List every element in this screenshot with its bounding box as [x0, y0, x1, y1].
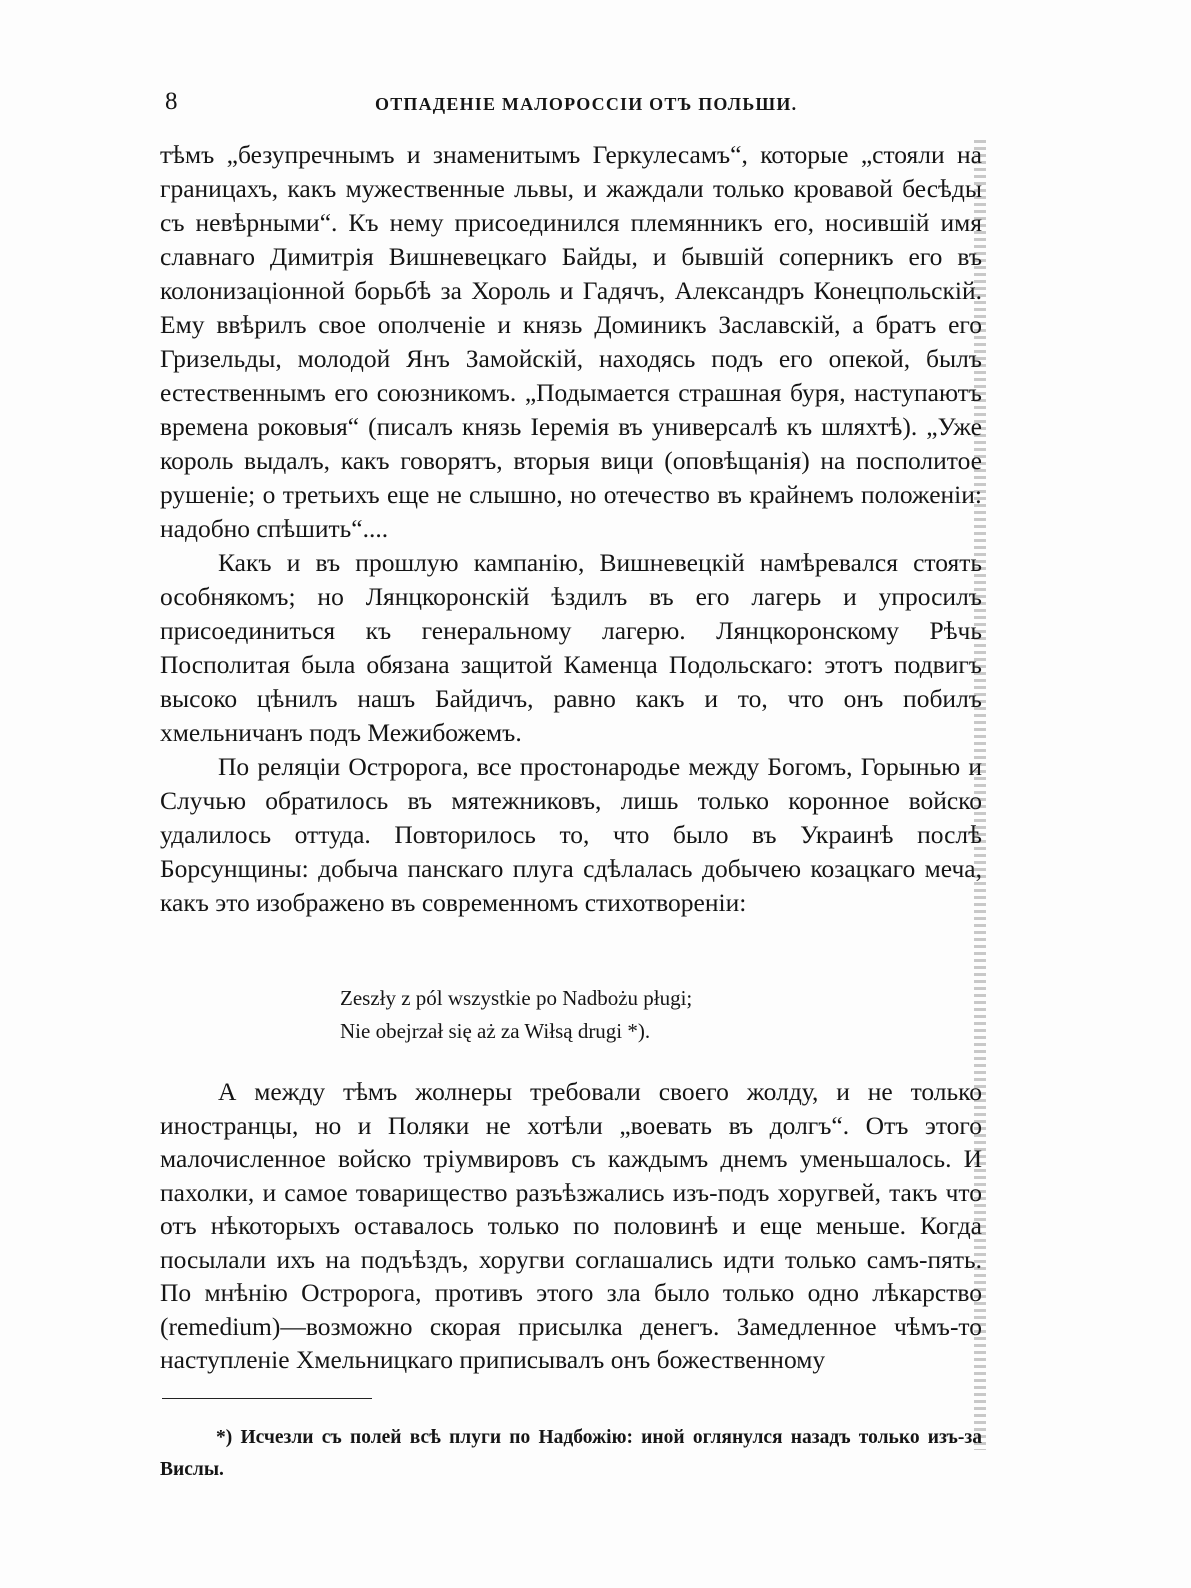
verse-line: Zeszły z pól wszystkie po Nadbożu pługi;: [340, 986, 693, 1010]
footnote-divider: [162, 1398, 372, 1399]
paragraph: тѣмъ „безупречнымъ и знаменитымъ Геркулесамъ“, которые „стояли на границахъ, какъ мужественные львы, и жаждали только кровавой бесѣды съ невѣрными“. Къ нему присоединился племянникъ его, носившій имя славнаго Димитрія Вишневецкаго Байды, и бывшій соперникъ его въ колонизаціонной борьбѣ за Хороль и Гадячъ, Александръ Конецпольскій. Ему ввѣрилъ свое ополченіе и князь Доминикъ Заславскій, а братъ его Гризельды, молодой Янъ Замойскій, находясь подъ его опекой, былъ естественнымъ его союзникомъ. „Подымается страшная буря, наступаютъ времена роковыя“ (писалъ князь Іеремія въ универсалѣ къ шляхтѣ). „Уже король выдалъ, какъ говорятъ, вторыя вици (оповѣщанія) на посполитое рушеніе; о третьихъ еще не слышно, но отечество въ крайнемъ положеніи: надобно спѣшить“....: [160, 140, 982, 543]
paragraph: По реляціи Остророга, все простонародье между Богомъ, Горынью и Случью обратилось въ мятежниковъ, лишь только коронное войско удалилось оттуда. Повторилось то, что было въ Украинѣ послѣ Борсунщины: добыча панскаго плуга сдѣлалась добычею козацкаго меча, какъ это изображено въ современномъ стихотвореніи:: [160, 752, 982, 917]
verse-quote: [340, 982, 692, 1048]
paragraph: Какъ и въ прошлую кампанію, Вишневецкій намѣревался стоять особнякомъ; но Лянцкоронскій ѣздилъ въ его лагерь и упросилъ присоединиться къ генеральному лагерю. Лянцкоронскому Рѣчь Посполитая была обязана защитой Каменца Подольскаго: этотъ подвигъ высоко цѣнилъ нашъ Байдичъ, равно какъ и то, что онъ побилъ хмельничанъ подъ Межибожемъ.: [160, 548, 982, 747]
verse-line: Nie obejrzał się aż za Wiłsą drugi *).: [340, 1019, 651, 1043]
page-number: 8: [165, 88, 178, 115]
running-head: ОТПАДЕНІЕ МАЛОРОССІИ ОТЪ ПОЛЬШИ.: [375, 94, 798, 114]
paragraph: А между тѣмъ жолнеры требовали своего жолду, и не только иностранцы, но и Поляки не хотѣли „воевать въ долгъ“. Отъ этого малочисленное войско тріумвировъ съ каждымъ днемъ уменьшалось. И пахолки, и самое товарищество разъѣзжались изъ-подъ хоругвей, такъ что отъ нѣкоторыхъ оставалось только по половинѣ и еще меньше. Когда посылали ихъ на подъѣздъ, хоругви соглашались идти только самъ-пять. По мнѣнію Остророга, противъ этого зла было только одно лѣкарство (remedium)—возможно скорая присылка денегъ. Замедленное чѣмъ-то наступленіе Хмельницкаго приписывалъ онъ божественному: [160, 1077, 982, 1374]
main-text-continued: [160, 1075, 982, 1377]
footnote: *) Исчезли съ полей всѣ плуги по Надбожію: иной оглянулся назадъ только изъ-за Вислы.: [160, 1427, 982, 1480]
main-text: [160, 138, 982, 920]
page-header: [165, 88, 985, 124]
scan-edge-artifact: [974, 140, 986, 1450]
